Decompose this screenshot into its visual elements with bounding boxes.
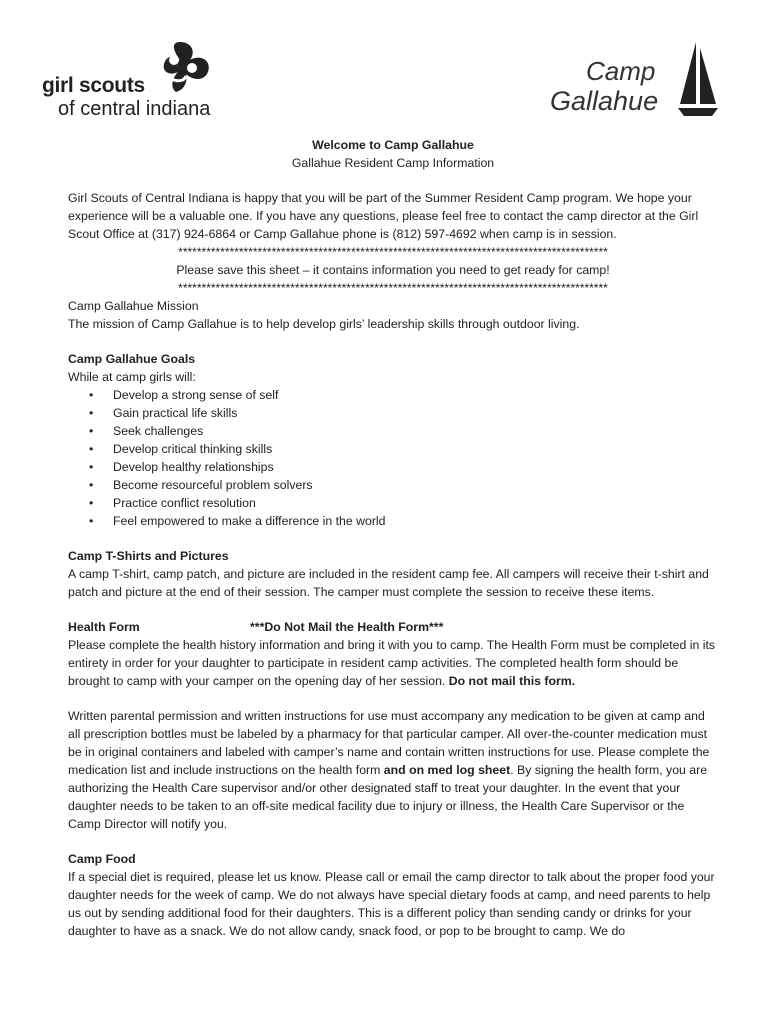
trefoil-icon — [140, 38, 220, 98]
goals-intro: While at camp girls will: — [68, 370, 196, 384]
intro-paragraph: Girl Scouts of Central Indiana is happy that you will be part of the Summer Resident Camp program. We hope your experience will be a valuable one. If you have any questions, please feel free to contact the camp director at the Girl Scout Office at (317) 924-6864 or Camp Gallahue phone is (812) 597-4692 when camp is in session. — [68, 191, 699, 241]
list-item: • Feel empowered to make a difference in the world — [89, 514, 386, 528]
bullet-icon: • — [89, 496, 94, 510]
health-text-bold: Do not mail this form. — [448, 674, 576, 688]
star-divider-top: ******************************************************************************************** — [178, 245, 608, 259]
page-subtitle: Gallahue Resident Camp Information — [291, 156, 495, 170]
mission-heading: Camp Gallahue Mission — [68, 299, 199, 313]
bullet-icon: • — [89, 442, 94, 456]
header — [0, 30, 770, 125]
document-body — [68, 136, 718, 940]
sailboat-icon — [676, 40, 720, 120]
list-item: • Become resourceful problem solvers — [89, 478, 313, 492]
page-title: Welcome to Camp Gallahue — [312, 138, 474, 152]
list-item: • Develop a strong sense of self — [89, 388, 279, 402]
star-divider-bottom: ******************************************************************************************** — [178, 281, 608, 295]
camp-gallahue-logo — [548, 40, 728, 130]
tshirts-text: A camp T-shirt, camp patch, and picture are included in the resident camp fee. All campers will receive their t-shirt and patch and picture at the end of their session. The camper must complete the session to receive these items. — [68, 567, 709, 599]
save-notice: Please save this sheet – it contains information you need to get ready for camp! — [176, 263, 610, 277]
health-heading-row — [68, 618, 718, 636]
medication-text: Written parental permission and written instructions for use must accompany any medication to be given at camp and all prescription bottles must be labeled by a pharmacy for that particular camper. All over-the-counter medication must be in original containers and labeled with camper’s name and contain written instructions for use. Please complete the medication list and include instructions on the health form and on med log sheet. By signing the health form, you are authorizing the Health Care supervisor and/or other designated staff to treat your daughter. In the event that your daughter needs to be taken to an off-site medical facility due to injury or illness, the Health Care Supervisor or the Camp Director will notify you. — [68, 709, 710, 831]
health-warning: ***Do Not Mail the Health Form*** — [250, 620, 444, 634]
med-log-bold: and on med log sheet — [383, 763, 511, 777]
bullet-icon: • — [89, 388, 94, 402]
food-heading: Camp Food — [68, 852, 136, 866]
bullet-icon: • — [89, 460, 94, 474]
girl-scouts-logo — [42, 38, 242, 143]
list-item: • Gain practical life skills — [89, 406, 238, 420]
council-name: of central indiana — [58, 98, 211, 120]
tshirts-heading: Camp T-Shirts and Pictures — [68, 549, 229, 563]
camp-wordmark-line2: Gallahue — [550, 86, 659, 116]
list-item: • Develop critical thinking skills — [89, 442, 273, 456]
mission-text: The mission of Camp Gallahue is to help develop girls’ leadership skills through outdoor living. — [68, 317, 580, 331]
goals-list — [68, 386, 718, 530]
camp-wordmark-line1: Camp — [586, 56, 656, 86]
health-heading: Health Form — [68, 620, 140, 634]
bullet-icon: • — [89, 406, 94, 420]
food-text: If a special diet is required, please let us know. Please call or email the camp director to talk about the proper food your daughter needs for the week of camp. We do not always have special dietary foods at camp, and need parents to help us out by sending additional food for their daughters. This is a different policy than sending candy or drinks for your daughter to have as a snack. We do not allow candy, snack food, or pop to be brought to camp. We do — [68, 870, 715, 938]
bullet-icon: • — [89, 514, 94, 528]
girl-scouts-wordmark: girl scouts — [42, 74, 145, 97]
bullet-icon: • — [89, 424, 94, 438]
list-item: • Develop healthy relationships — [89, 460, 274, 474]
list-item: • Practice conflict resolution — [89, 496, 256, 510]
bullet-icon: • — [89, 478, 94, 492]
list-item: • Seek challenges — [89, 424, 204, 438]
goals-heading: Camp Gallahue Goals — [68, 352, 196, 366]
health-text: Please complete the health history information and bring it with you to camp. The Health Form must be completed in its entirety in order for your daughter to participate in resident camp activities. The completed health form should be brought to camp with your camper on the opening day of her session. Do not mail this form. — [68, 638, 716, 688]
